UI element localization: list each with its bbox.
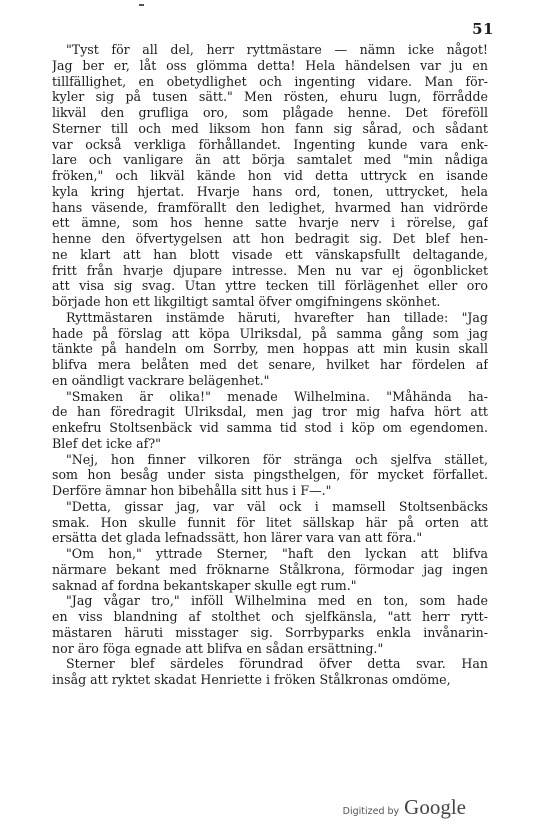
text-line: Blef det icke af?"	[52, 435, 161, 451]
text-line: tillfällighet, en obetydlighet och ingenting vidare. Man för-	[52, 73, 488, 89]
text-line: ne klart att han blott visade ett vänskapsfullt deltagande,	[52, 246, 488, 262]
text-line: likväl den grufliga oro, som plågade henne. Det föreföll	[52, 105, 488, 120]
text-line: ett ämne, som hos henne satte hvarje nerv i rörelse, gaf	[52, 215, 488, 231]
text-line: fritt från hvarje djupare intresse. Men nu var ej ögonblicket	[52, 262, 488, 278]
text-line: tänkte på handeln om Sorrby, men hoppas att min kusin skall	[52, 341, 488, 357]
google-logo-text: Google	[404, 795, 466, 819]
text-line: Sterner till och med liksom hon fann sig sårad, och sådant	[52, 120, 488, 136]
text-line: "Nej, hon finner vilkoren för stränga och sjelfva stället,	[66, 451, 488, 467]
text-line: saknad af fordna bekantskaper skulle egt rum."	[52, 577, 357, 593]
text-line: som hon besåg under sista pingsthelgen, för mycket förfallet.	[52, 467, 488, 483]
text-line: blifva mera belåten med det senare, hvilket har fördelen af	[52, 357, 488, 372]
text-line: Jag ber er, låt oss glömma detta! Hela händelsen var ju en	[52, 57, 488, 73]
digitized-by-google-watermark	[343, 795, 466, 820]
text-line: började hon ett likgiltigt samtal öfver omgifningens skönhet.	[52, 294, 441, 309]
text-line: lare och vanligare än att börja samtalet med "min nådiga	[52, 152, 488, 168]
text-line: en viss blandning af stolthet och sjelfkänsla, "att herr rytt-	[52, 609, 488, 624]
text-line: "Om hon," yttrade Sterner, "haft den lyckan att blifva	[66, 546, 488, 561]
text-line: ersätta det glada lefnadssätt, hon lärer vara van att föra."	[52, 530, 423, 546]
text-line: Derföre ämnar hon bibehålla sitt hus i F—."	[52, 483, 332, 498]
watermark-prefix: Digitized by	[342, 806, 400, 817]
text-line: var också verkliga förhållandet. Ingenting kunde vara enk-	[52, 136, 488, 152]
text-line: Ryttmästaren instämde häruti, hvarefter han tillade: "Jag	[66, 309, 488, 325]
text-line: närmare bekant med fröknarne Stålkrona, förmodar jag ingen	[52, 561, 488, 577]
text-line: "Detta, gissar jag, var väl ock i mamsell Stoltsenbäcks	[66, 498, 488, 514]
text-line: kyla kring hjertat. Hvarje hans ord, tonen, uttrycket, hela	[52, 183, 488, 199]
text-line: Sterner blef särdeles förundrad öfver detta svar. Han	[66, 656, 488, 672]
text-line: de han föredragit Ulriksdal, men jag tror mig hafva hört att	[52, 404, 488, 420]
text-line: nor äro föga egnade att blifva en sådan ersättning."	[52, 640, 384, 656]
text-line: henne den öfvertygelsen att hon bedragit sig. Det blef hen-	[52, 231, 488, 246]
body-text	[52, 42, 488, 688]
page-number: 51	[472, 20, 494, 38]
text-line: hans väsende, framförallt den ledighet, hvarmed han vidrörde	[52, 199, 488, 215]
text-line: kyler sig på tusen sätt." Men rösten, ehuru lugn, förrådde	[52, 89, 488, 105]
text-line: en oändligt vackrare belägenhet."	[52, 372, 270, 388]
text-line: hade på förslag att köpa Ulriksdal, på samma gång som jag	[52, 325, 488, 341]
text-line: enkefru Stoltsenbäck vid samma tid stod i köp om egendomen.	[52, 420, 488, 435]
text-line: "Jag vågar tro," inföll Wilhelmina med en ton, som hade	[66, 593, 488, 609]
text-line: att visa sig svag. Utan yttre tecken till förlägenhet eller oro	[52, 278, 488, 294]
text-line: fröken," och likväl kände hon vid detta uttryck en isande	[52, 168, 488, 183]
text-line: smak. Hon skulle funnit för litet sällskap här på orten att	[52, 514, 488, 530]
top-ink-mark	[139, 4, 144, 6]
text-line: insåg att ryktet skadat Henriette i fröken Stålkronas omdöme,	[52, 672, 451, 687]
text-line: mästaren häruti misstager sig. Sorrbyparks enkla invånarin-	[52, 624, 488, 640]
text-line: "Smaken är olika!" menade Wilhelmina. "Måhända ha-	[66, 388, 488, 404]
text-line: "Tyst för all del, herr ryttmästare — nämn icke något!	[66, 42, 488, 57]
